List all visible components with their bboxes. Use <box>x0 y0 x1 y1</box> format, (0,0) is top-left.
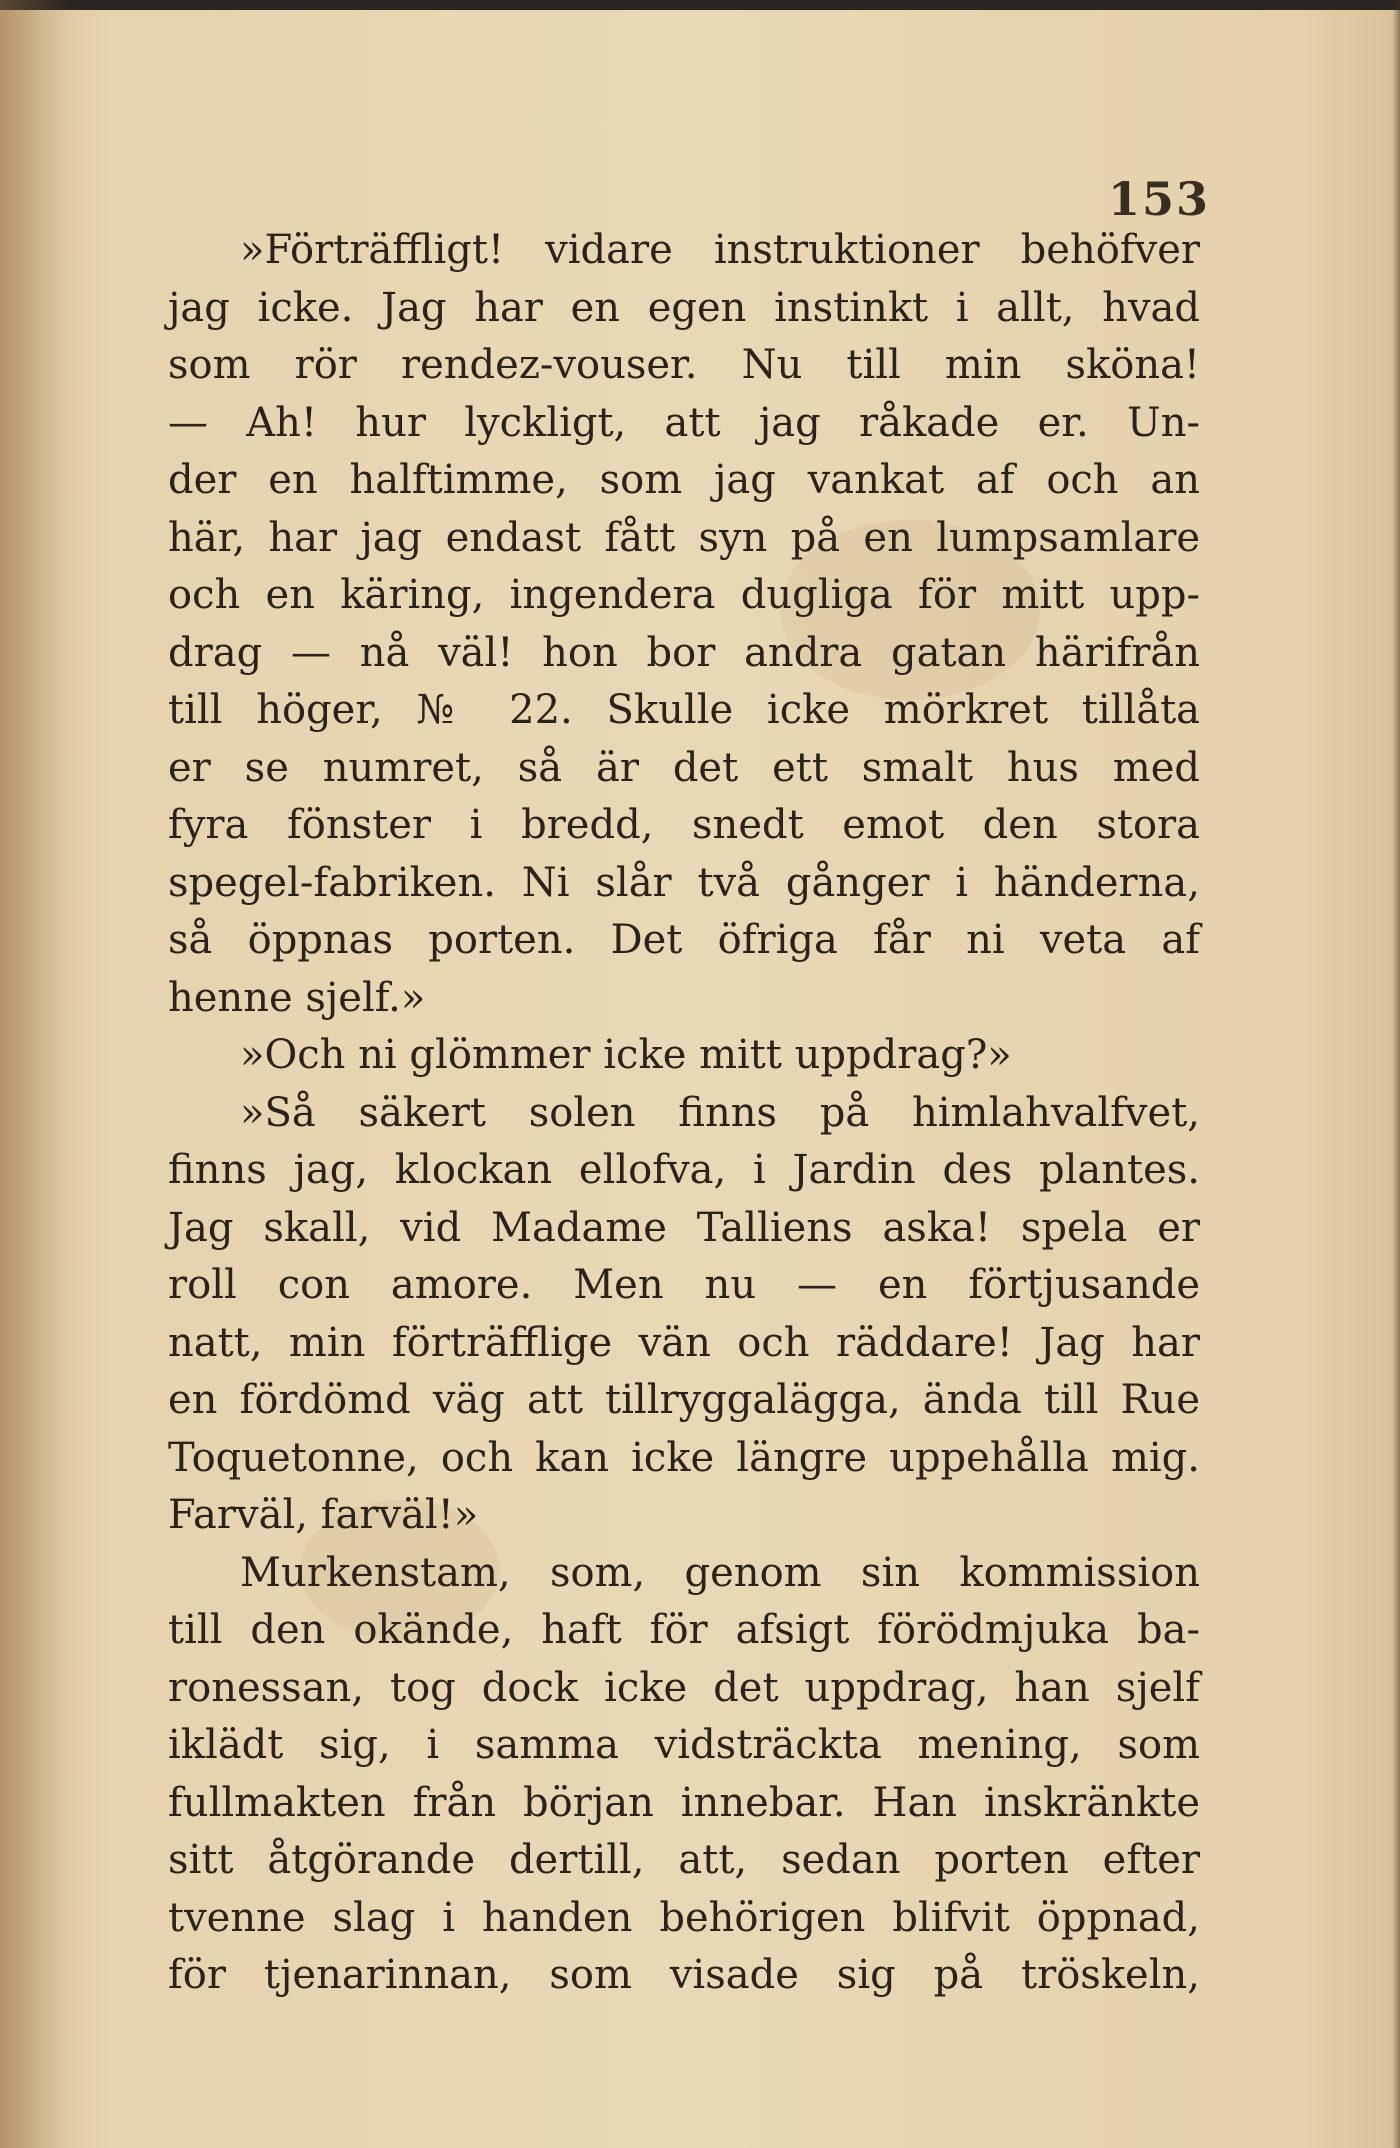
text-line: jag icke. Jag har en egen instinkt i allt, hvad <box>168 284 1200 331</box>
text-line: — Ah! hur lyckligt, att jag råkade er. Un- <box>168 399 1200 446</box>
text-line: Murkenstam, som, genom sin kommission <box>240 1549 1200 1596</box>
text-line: sitt åtgörande dertill, att, sedan porten efter <box>168 1837 1200 1883</box>
text-line: så öppnas porten. Det öfriga får ni veta af <box>168 917 1200 963</box>
text-line: henne sjelf.» <box>168 974 426 1021</box>
text-line: här, har jag endast fått syn på en lumpsamlare <box>168 514 1200 561</box>
text-line: fyra fönster i bredd, snedt emot den stora <box>168 802 1200 848</box>
text-line: Farväl, farväl!» <box>168 1492 479 1538</box>
gutter-shadow <box>0 0 70 2148</box>
page-top-edge <box>0 0 1400 10</box>
text-line: iklädt sig, i samma vidsträckta mening, som <box>168 1722 1200 1768</box>
body-text <box>168 222 1200 2005</box>
text-line: till höger, № 22. Skulle icke mörkret tillåta <box>168 687 1200 733</box>
text-line: er se numret, så är det ett smalt hus med <box>168 744 1200 791</box>
text-line: Toquetonne, och kan icke längre uppehålla mig. <box>168 1434 1200 1481</box>
text-line: finns jag, klockan ellofva, i Jardin des plantes. <box>168 1147 1200 1193</box>
text-line: som rör rendez-vouser. Nu till min sköna! <box>168 342 1200 388</box>
text-line: natt, min förträfflige vän och räddare! Jag har <box>168 1319 1200 1366</box>
page-number: 153 <box>1108 172 1211 226</box>
text-line: och en käring, ingendera dugliga för mitt upp- <box>168 572 1200 618</box>
page-right-edge <box>1392 0 1400 2148</box>
text-line: en fördömd väg att tillryggalägga, ända till Rue <box>168 1377 1200 1423</box>
text-line: spegel-fabriken. Ni slår två gånger i händerna, <box>168 859 1200 906</box>
text-line: der en halftimme, som jag vankat af och an <box>168 457 1200 503</box>
text-line: drag — nå väl! hon bor andra gatan härifrån <box>168 629 1200 676</box>
text-line: »Så säkert solen finns på himlahvalfvet, <box>240 1089 1200 1136</box>
text-line: fullmakten från början innebar. Han inskränkte <box>168 1779 1200 1826</box>
text-line: »Förträffligt! vidare instruktioner behöfver <box>240 227 1200 273</box>
text-line: Jag skall, vid Madame Talliens aska! spela er <box>168 1204 1200 1251</box>
text-line: »Och ni glömmer icke mitt uppdrag?» <box>240 1032 1012 1078</box>
text-line: ronessan, tog dock icke det uppdrag, han sjelf <box>168 1664 1200 1711</box>
text-line: för tjenarinnan, som visade sig på tröskeln, <box>168 1952 1200 1998</box>
text-line: tvenne slag i handen behörigen blifvit öppnad, <box>168 1894 1200 1941</box>
text-line: roll con amore. Men nu — en förtjusande <box>168 1262 1200 1308</box>
text-line: till den okände, haft för afsigt förödmjuka ba- <box>168 1607 1200 1653</box>
